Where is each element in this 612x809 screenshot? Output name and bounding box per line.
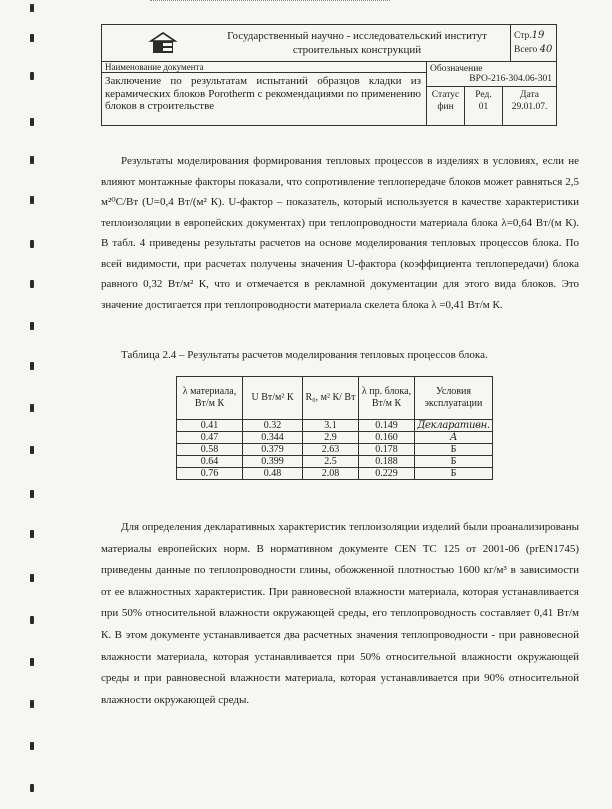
table-header-row <box>177 377 493 420</box>
table-cell-handwritten: Декларативн. <box>415 420 493 432</box>
table-cell: 0.344 <box>243 432 303 444</box>
table-cell-handwritten: А <box>415 432 493 444</box>
table-row <box>177 468 493 480</box>
date-label: Дата <box>520 90 539 100</box>
designation-label: Обозначение <box>430 64 483 74</box>
table-cell: 0.188 <box>359 456 415 468</box>
document-name-cell <box>102 62 427 125</box>
col-header-lambda-material: λ материала, Вт/м К <box>177 377 243 420</box>
status-cell <box>427 87 465 125</box>
table-cell: Б <box>415 456 493 468</box>
table-cell: 0.178 <box>359 444 415 456</box>
table-cell: 0.47 <box>177 432 243 444</box>
table-cell: 0.160 <box>359 432 415 444</box>
total-pages: 40 <box>539 44 553 55</box>
table-cell: 0.32 <box>243 420 303 432</box>
table-cell: Б <box>415 468 493 480</box>
header-top-row <box>102 25 556 62</box>
revision-cell <box>465 87 503 125</box>
status-label: Статус <box>431 90 460 100</box>
table-cell: 0.48 <box>243 468 303 480</box>
table-cell: 0.229 <box>359 468 415 480</box>
document-title: Заключение по результатам испытаний образцов кладки из керамических блоков Porotherm с рекомендациями по применению блоков в строительстве <box>105 75 421 112</box>
total-label: Всего <box>514 45 538 55</box>
table-cell: Б <box>415 444 493 456</box>
revision-value: 01 <box>478 102 489 112</box>
table-cell: 2.63 <box>303 444 359 456</box>
col-header-u-factor: U Вт/м² К <box>243 377 303 420</box>
page-number: 19 <box>531 30 545 41</box>
status-value: фин <box>437 102 454 112</box>
date-value: 29.01.07. <box>511 102 548 112</box>
institute-name: Государственный научно - исследовательский институт строительных конструкций <box>227 30 487 56</box>
col-header-conditions: Условия эксплуатации <box>415 377 493 420</box>
date-cell <box>503 87 556 125</box>
table-row <box>177 444 493 456</box>
table-row <box>177 420 493 432</box>
results-table <box>176 376 493 480</box>
designation-cell <box>427 62 556 125</box>
table-cell: 0.41 <box>177 420 243 432</box>
paragraph-simulation-results: Результаты моделирования формирования тепловых процессов в изделиях в условиях, если не влияют монтажные факторы показали, что сопротивление теплопередаче блоков может равняться 2,5 м²⁰С/Вт (U=0,4 Вт/(м² К). U-фактор – показатель, который используется в качестве характеристики теплоизоляции в европейских документах) при теплопроводности материала блока λ=0,64 Вт/(м К). В табл. 4 приведены результаты расчетов на основе моделирования тепловых процессов блока. По всей видимости, при расчетах получены значения U-фактора (коэффициента теплопередачи) блока равного 0,32 Вт/м² К, что и отмечается в рекламной документации для этого вида блоков. Это значение достигается при теплопроводности материала скелета блока λ =0,41 Вт/м К. <box>101 155 579 311</box>
table-cell: 0.399 <box>243 456 303 468</box>
institute-logo-icon <box>148 31 178 55</box>
table-row <box>177 432 493 444</box>
table-cell: 0.379 <box>243 444 303 456</box>
table-cell: 0.149 <box>359 420 415 432</box>
designation-value: ВРО-216-304.06-301 <box>469 74 552 84</box>
col-header-r0: R₀, м² К/ Вт <box>303 377 359 420</box>
paragraph-european-norms: Для определения декларативных характеристик теплоизоляции изделий были проанализированы материалы европейских норм. В нормативном документе CEN TC 125 от 2001-06 (prEN1745) приведены данные по теплопроводности глины, обожженной плотностью 1600 кг/м³ в зависимости от ее влажностных характеристик. При равновесной влажности материала, которая устанавливается при 50% относительной влажности окружающей среды, его теплопроводность составляет 0,41 Вт/м К. В этом документе устанавливается два расчетных значения теплопроводности - при равновесной влажности материала, которая устанавливается при 50% относительной влажности окружающей среды и при равновесной влажности материала, которая устанавливается при 90% относительной влажности окружающей среды. <box>101 521 579 706</box>
table-cell: 0.76 <box>177 468 243 480</box>
table-cell: 2.08 <box>303 468 359 480</box>
cropped-previous-line <box>150 0 390 4</box>
table-row <box>177 456 493 468</box>
table-caption: Таблица 2.4 – Результаты расчетов моделирования тепловых процессов блока. <box>121 349 488 361</box>
page-label: Стр. <box>514 31 532 41</box>
col-header-lambda-block: λ пр. блока, Вт/м К <box>359 377 415 420</box>
table-cell: 3.1 <box>303 420 359 432</box>
table-cell: 0.64 <box>177 456 243 468</box>
table-cell: 0.58 <box>177 444 243 456</box>
table-cell: 2.5 <box>303 456 359 468</box>
page-counter <box>510 25 556 61</box>
document-header <box>101 24 557 126</box>
revision-label: Ред. <box>475 90 492 100</box>
table-cell: 2.9 <box>303 432 359 444</box>
binder-holes <box>0 0 40 809</box>
doc-name-label: Наименование документа <box>105 62 204 72</box>
